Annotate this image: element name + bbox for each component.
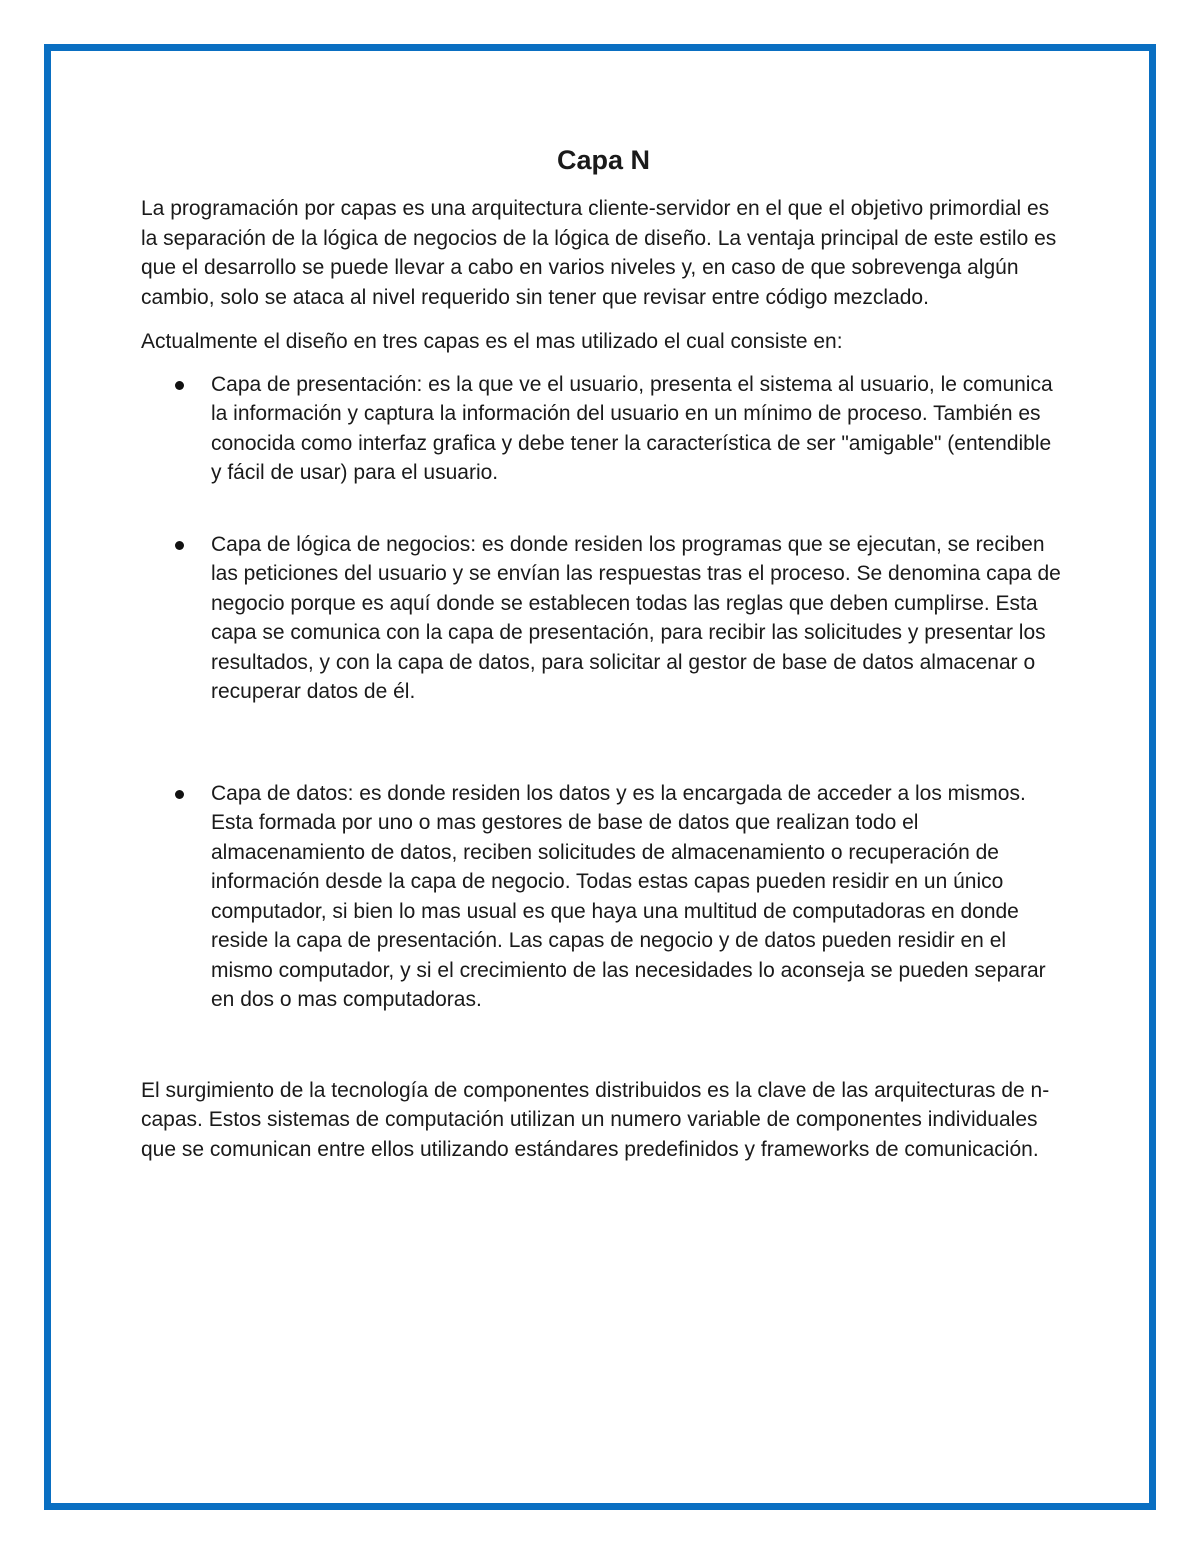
list-item-text: Capa de datos: es donde residen los datos y es la encargada de acceder a los mismos. Esta formada por uno o mas gestores de base de datos que realizan todo el almacenamiento de datos, reciben solicitudes de almacenamiento o recuperación de información desde la capa de negocio. Todas estas capas pueden residir en un único computador, si bien lo mas usual es que haya una multitud de computadoras en donde reside la capa de presentación. Las capas de negocio y de datos pueden residir en el mismo computador, y si el crecimiento de las necesidades lo aconseja se pueden separar en dos o mas computadoras. (211, 781, 1046, 1011)
list-item-text: Capa de lógica de negocios: es donde residen los programas que se ejecutan, se reciben las peticiones del usuario y se envían las respuestas tras el proceso. Se denomina capa de negocio porque es aquí donde se establecen todas las reglas que deben cumplirse. Esta capa se comunica con la capa de presentación, para recibir las solicitudes y presentar los resultados, y con la capa de datos, para solicitar al gestor de base de datos almacenar o recuperar datos de él. (211, 532, 1061, 703)
bullet-icon (175, 541, 184, 550)
list-item-business-layer (141, 530, 1066, 707)
list-item-text: Capa de presentación: es la que ve el usuario, presenta el sistema al usuario, le comunica la información y captura la información del usuario en un mínimo de proceso. También es conocida como interfaz grafica y debe tener la característica de ser "amigable" (entendible y fácil de usar) para el usuario. (211, 372, 1053, 484)
list-item-presentation-layer (141, 370, 1066, 488)
bullet-icon (175, 790, 184, 799)
document-title: Capa N (556, 145, 651, 175)
layers-list (141, 370, 1066, 1015)
closing-paragraph: El surgimiento de la tecnología de componentes distribuidos es la clave de las arquitecturas de n-capas. Estos sistemas de computación utilizan un numero variable de componentes individuales que se comunican entre ellos utilizando estándares predefinidos y frameworks de comunicación. (141, 1078, 1050, 1161)
document-body (141, 140, 1066, 1164)
list-item-data-layer (141, 779, 1066, 1015)
intro-paragraph: La programación por capas es una arquitectura cliente-servidor en el que el objetivo primordial es la separación de la lógica de negocios de la lógica de diseño. La ventaja principal de este estilo es que el desarrollo se puede llevar a cabo en varios niveles y, en caso de que sobrevenga algún cambio, solo se ataca al nivel requerido sin tener que revisar entre código mezclado. (141, 197, 1057, 309)
bullet-icon (175, 381, 184, 390)
lead-paragraph: Actualmente el diseño en tres capas es el mas utilizado el cual consiste en: (141, 330, 843, 353)
